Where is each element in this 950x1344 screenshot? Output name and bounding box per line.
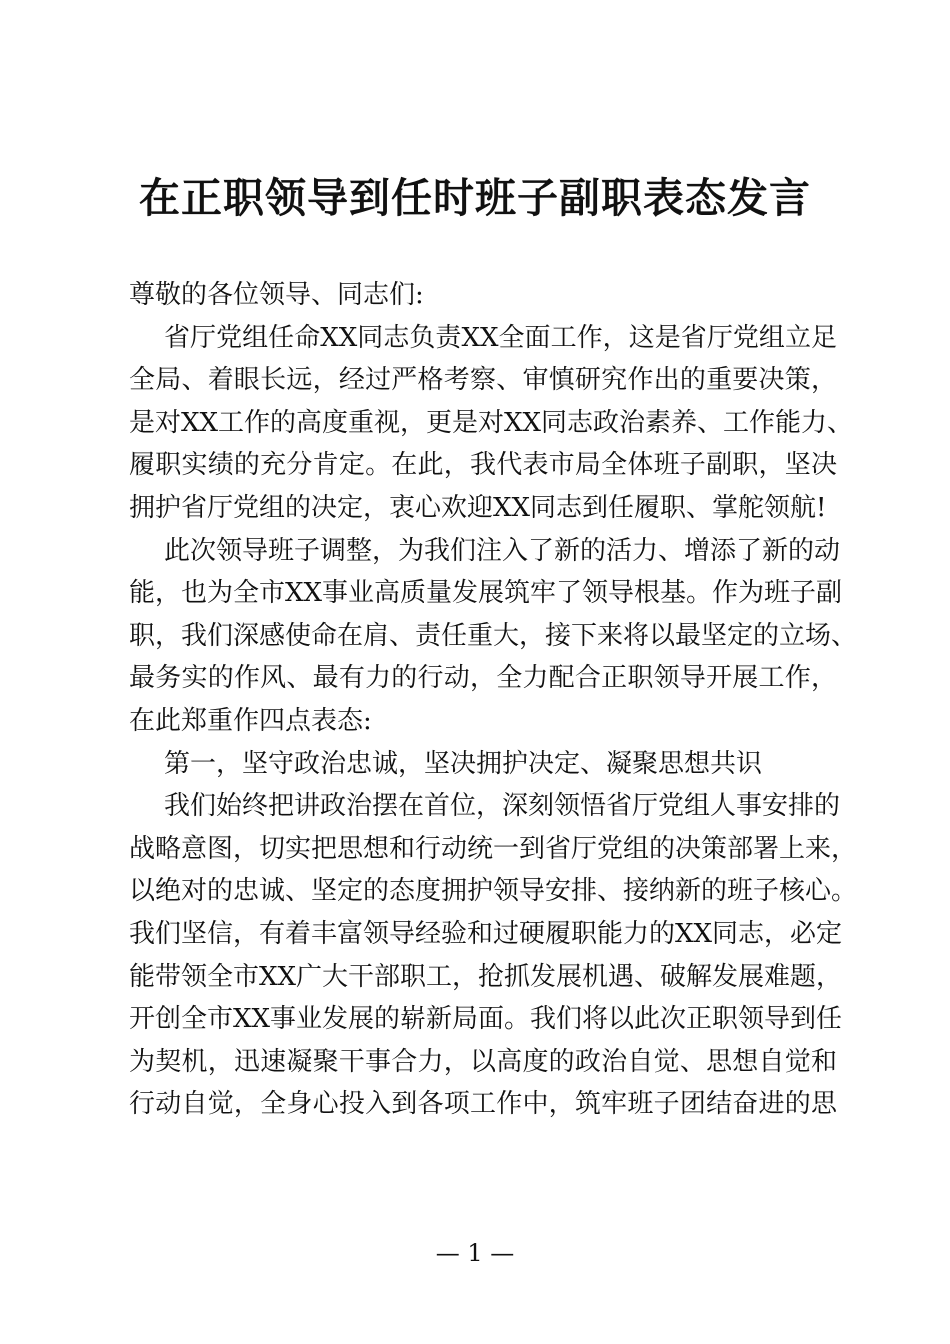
- body-text-line: 我们坚信，有着丰富领导经验和过硬履职能力的XX同志，必定: [129, 918, 843, 949]
- body-text-line: 全局、着眼长远，经过严格考察、审慎研究作出的重要决策，: [129, 365, 837, 396]
- document-body: [129, 274, 858, 1126]
- page-number: — 1 —: [435, 1239, 515, 1267]
- body-text-line: 最务实的作风、最有力的行动，全力配合正职领导开展工作，: [129, 663, 837, 694]
- body-text-line: 行动自觉，全身心投入到各项工作中，筑牢班子团结奋进的思: [129, 1089, 837, 1120]
- body-text-line: 能带领全市XX广大干部职工，抢抓发展机遇、破解发展难题，: [129, 961, 843, 992]
- body-text-line: 开创全市XX事业发展的崭新局面。我们将以此次正职领导到任: [129, 1004, 843, 1035]
- body-text-line: 省厅党组任命XX同志负责XX全面工作，这是省厅党组立足: [164, 322, 837, 353]
- document-title: 在正职领导到任时班子副职表态发言: [139, 174, 811, 222]
- body-text-line: 在此郑重作四点表态:: [129, 705, 372, 736]
- body-text-line: 战略意图，切实把思想和行动统一到省厅党组的决策部署上来，: [129, 833, 858, 864]
- body-text-line: 我们始终把讲政治摆在首位，深刻领悟省厅党组人事安排的: [164, 791, 841, 822]
- body-text-line: 能，也为全市XX事业高质量发展筑牢了领导根基。作为班子副: [129, 578, 843, 609]
- body-text-line: 职，我们深感使命在肩、责任重大，接下来将以最坚定的立场、: [129, 620, 858, 651]
- body-text-line: 此次领导班子调整，为我们注入了新的活力、增添了新的动: [164, 535, 841, 566]
- body-text-line: 第一，坚守政治忠诚，坚决拥护决定、凝聚思想共识: [164, 748, 763, 779]
- body-text-line: 拥护省厅党组的决定，衷心欢迎XX同志到任履职、掌舵领航!: [129, 492, 827, 523]
- body-text-line: 尊敬的各位领导、同志们:: [129, 280, 424, 310]
- body-text-line: 为契机，迅速凝聚干事合力，以高度的政治自觉、思想自觉和: [129, 1046, 837, 1077]
- body-text-line: 履职实绩的充分肯定。在此，我代表市局全体班子副职，坚决: [129, 450, 837, 481]
- body-text-line: 以绝对的忠诚、坚定的态度拥护领导安排、接纳新的班子核心。: [129, 876, 858, 907]
- body-text-line: 是对XX工作的高度重视，更是对XX同志政治素养、工作能力、: [129, 407, 854, 438]
